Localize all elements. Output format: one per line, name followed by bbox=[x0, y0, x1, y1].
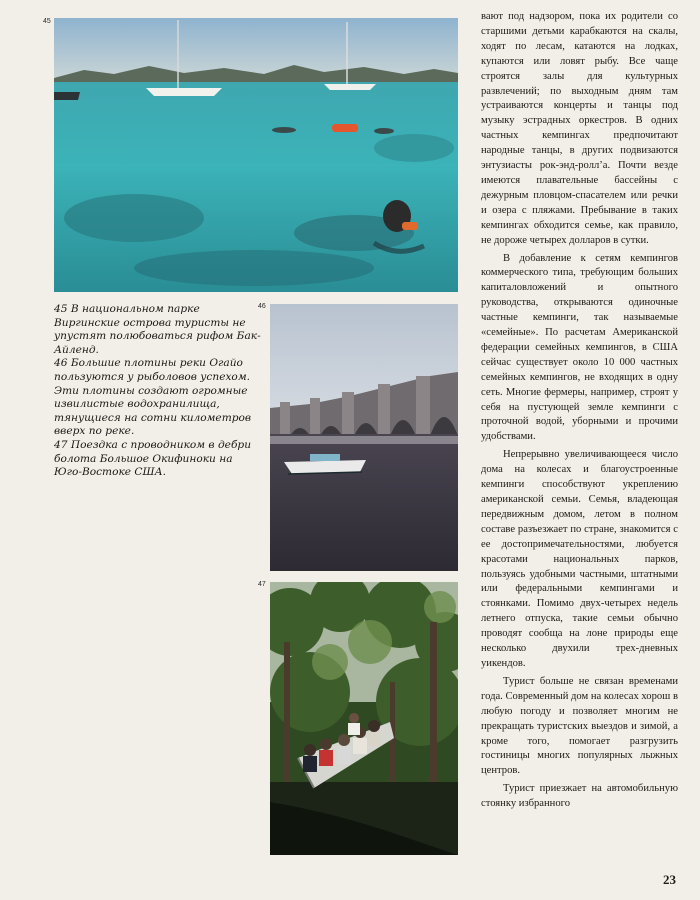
body-text-column bbox=[481, 10, 678, 815]
figure-captions bbox=[54, 303, 262, 480]
figure-45-number: 45 bbox=[43, 18, 51, 25]
caption-46: 46 Большие плотины реки Огайо пользуются у рыболовов успехом. Эти плотины создают огромные извилистые водохранилища, тянущиеся на сотни километров вверх по реке. bbox=[54, 357, 252, 438]
paragraph-3: Непрерывно увеличивающееся число дома на колесах и благоустроенные кемпинги способствуют укреплению американской семьи. Семья, владеющая передвижным домом, летом в полном составе разъезжает по стране, знакомится с ее достопримечательностями, любуется красотами национальных парков, пользуясь удобными частными, штатными или федеральными кемпингами и стоянками. Помимо двух-четырех недель летнего отпуска, такие семьи обычно проводят сообща на лоне природы еще несколько двухили трех-дневных уикендов. bbox=[481, 449, 678, 669]
figure-47-number: 47 bbox=[258, 581, 266, 588]
paragraph-2: В добавление к сетям кемпингов коммерческого типа, требующим больших капиталовложений и опытного руководства, открываются одиночные частные кемпинги, так называемые «семейные». По расчетам Американской федерации семейных кемпингов, в США сейчас существует около 10 000 частных семейных кемпингов, не входящих в одну сеть. Многие фермеры, например, строят у себя на пустующей земле кемпинги с проточной водой, уборными и прочими удобствами. bbox=[481, 252, 678, 443]
paragraph-4: Турист больше не связан временами года. Современный дом на колесах хорош в любую погоду и позволяет многим не прекращать туристских выездов и зимой, а кроме того, помогает разгрузить гостиницы многих популярных лыжных центров. bbox=[481, 675, 678, 777]
figure-46-number: 46 bbox=[258, 303, 266, 310]
paragraph-5: Турист приезжает на автомобильную стоянку избранного bbox=[481, 783, 678, 810]
caption-47: 47 Поездка с проводником в дебри болота Большое Окифиноки на Юго-Востоке США. bbox=[54, 438, 252, 479]
figure-46-dam-photo bbox=[270, 304, 458, 571]
page-number: 23 bbox=[663, 872, 676, 887]
paragraph-1: вают под надзором, пока их родители со старшими детьми карабкаются на скалы, ходят по лесам, катаются на лодках, купаются или ловят рыбу. Все чаще строятся залы для культурных развлечений; по выходным дням там устраиваются концерты и танцы под музыку эстрадных оркестров. В одних частных кемпингах предпочитают народные танцы, в других подвизаются энтузиасты рок-энд-ролл’а. Почти везде имеются плавательные бассейны с дежурным пловцом-спасателем или речки и озера с пляжами. Пребывание в таких кемпингах обходится семье, как правило, не дороже четырех долларов в сутки. bbox=[481, 11, 678, 246]
figure-47-swamp-photo bbox=[270, 582, 458, 855]
caption-45: 45 В национальном парке Виргинские острова туристы не упустят полюбоваться рифом Бак-Айленд. bbox=[54, 303, 261, 356]
figure-45-reef-photo bbox=[54, 18, 458, 292]
